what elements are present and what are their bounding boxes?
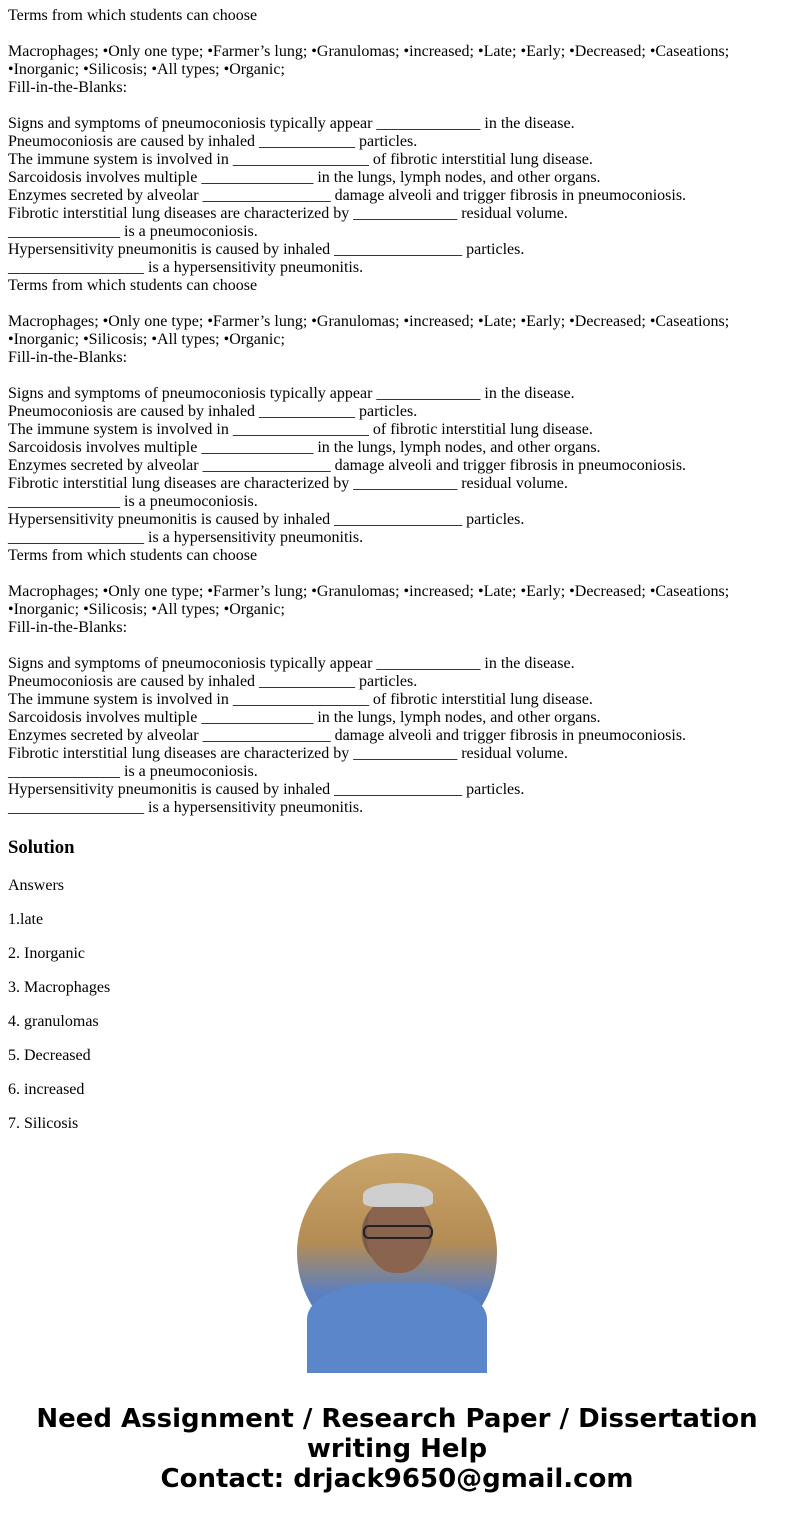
question-item: Pneumoconiosis are caused by inhaled ____________ particles. xyxy=(8,673,418,690)
question-item: Signs and symptoms of pneumoconiosis typically appear _____________ in the disease. xyxy=(8,115,575,132)
question-item: Signs and symptoms of pneumoconiosis typically appear _____________ in the disease. xyxy=(8,655,575,672)
question-item: Sarcoidosis involves multiple ______________ in the lungs, lymph nodes, and other organs. xyxy=(8,169,601,186)
question-block xyxy=(8,7,788,277)
question-block xyxy=(8,547,788,817)
answer-item: 5. Decreased xyxy=(8,1047,91,1064)
question-item: The immune system is involved in _________________ of fibrotic interstitial lung disease. xyxy=(8,421,593,438)
question-item: Enzymes secreted by alveolar ________________ damage alveoli and trigger fibrosis in pneumoconiosis. xyxy=(8,457,687,474)
promo-line-1: Need Assignment / Research Paper / Dissertation xyxy=(36,1404,758,1434)
answer-item: 2. Inorganic xyxy=(8,945,86,962)
answers-label: Answers xyxy=(8,877,64,894)
answers-list xyxy=(8,877,788,1133)
terms-heading: Terms from which students can choose xyxy=(8,277,258,294)
author-avatar xyxy=(297,1153,497,1353)
question-block xyxy=(8,277,788,547)
terms-list: Macrophages; •Only one type; •Farmer’s lung; •Granulomas; •increased; •Late; •Early; •Decreased; •Caseations; xyxy=(8,583,730,600)
terms-heading: Terms from which students can choose xyxy=(8,7,258,24)
contact-line: Contact: drjack9650@gmail.com xyxy=(160,1464,634,1494)
question-item: Fibrotic interstitial lung diseases are characterized by _____________ residual volume. xyxy=(8,205,568,222)
question-item: ______________ is a pneumoconiosis. xyxy=(8,223,258,240)
terms-heading: Terms from which students can choose xyxy=(8,547,258,564)
answer-item: 1.late xyxy=(8,911,44,928)
question-item: Pneumoconiosis are caused by inhaled ____________ particles. xyxy=(8,403,418,420)
question-item: Enzymes secreted by alveolar ________________ damage alveoli and trigger fibrosis in pneumoconiosis. xyxy=(8,187,687,204)
terms-list-cont: •Inorganic; •Silicosis; •All types; •Organic; xyxy=(8,601,285,618)
fill-blanks-heading: Fill-in-the-Blanks: xyxy=(8,619,128,636)
answer-item: 6. increased xyxy=(8,1081,85,1098)
question-item: Pneumoconiosis are caused by inhaled ____________ particles. xyxy=(8,133,418,150)
question-item: Enzymes secreted by alveolar ________________ damage alveoli and trigger fibrosis in pneumoconiosis. xyxy=(8,727,687,744)
solution-heading: Solution xyxy=(8,837,75,858)
terms-list: Macrophages; •Only one type; •Farmer’s lung; •Granulomas; •increased; •Late; •Early; •Decreased; •Caseations; xyxy=(8,313,730,330)
question-item: ______________ is a pneumoconiosis. xyxy=(8,763,258,780)
fill-blanks-heading: Fill-in-the-Blanks: xyxy=(8,349,128,366)
document-content xyxy=(8,7,788,1132)
terms-list-cont: •Inorganic; •Silicosis; •All types; •Organic; xyxy=(8,61,285,78)
question-item: Signs and symptoms of pneumoconiosis typically appear _____________ in the disease. xyxy=(8,385,575,402)
question-item: The immune system is involved in _________________ of fibrotic interstitial lung disease. xyxy=(8,691,593,708)
answer-item: 4. granulomas xyxy=(8,1013,99,1030)
question-item: Sarcoidosis involves multiple ______________ in the lungs, lymph nodes, and other organs. xyxy=(8,439,601,456)
question-item: Sarcoidosis involves multiple ______________ in the lungs, lymph nodes, and other organs. xyxy=(8,709,601,726)
question-item: The immune system is involved in _________________ of fibrotic interstitial lung disease. xyxy=(8,151,593,168)
answer-item: 3. Macrophages xyxy=(8,979,111,996)
promo-line-2: writing Help xyxy=(306,1434,488,1464)
question-item: _________________ is a hypersensitivity pneumonitis. xyxy=(8,259,364,276)
question-item: _________________ is a hypersensitivity pneumonitis. xyxy=(8,529,364,546)
question-item: _________________ is a hypersensitivity pneumonitis. xyxy=(8,799,364,816)
promo-footer xyxy=(0,1404,794,1494)
question-item: Hypersensitivity pneumonitis is caused by inhaled ________________ particles. xyxy=(8,781,525,798)
answer-item: 7. Silicosis xyxy=(8,1115,79,1132)
question-item: Fibrotic interstitial lung diseases are characterized by _____________ residual volume. xyxy=(8,745,568,762)
question-item: Fibrotic interstitial lung diseases are characterized by _____________ residual volume. xyxy=(8,475,568,492)
terms-list-cont: •Inorganic; •Silicosis; •All types; •Organic; xyxy=(8,331,285,348)
question-item: ______________ is a pneumoconiosis. xyxy=(8,493,258,510)
fill-blanks-heading: Fill-in-the-Blanks: xyxy=(8,79,128,96)
terms-list: Macrophages; •Only one type; •Farmer’s lung; •Granulomas; •increased; •Late; •Early; •Decreased; •Caseations; xyxy=(8,43,730,60)
question-item: Hypersensitivity pneumonitis is caused by inhaled ________________ particles. xyxy=(8,511,525,528)
question-item: Hypersensitivity pneumonitis is caused by inhaled ________________ particles. xyxy=(8,241,525,258)
